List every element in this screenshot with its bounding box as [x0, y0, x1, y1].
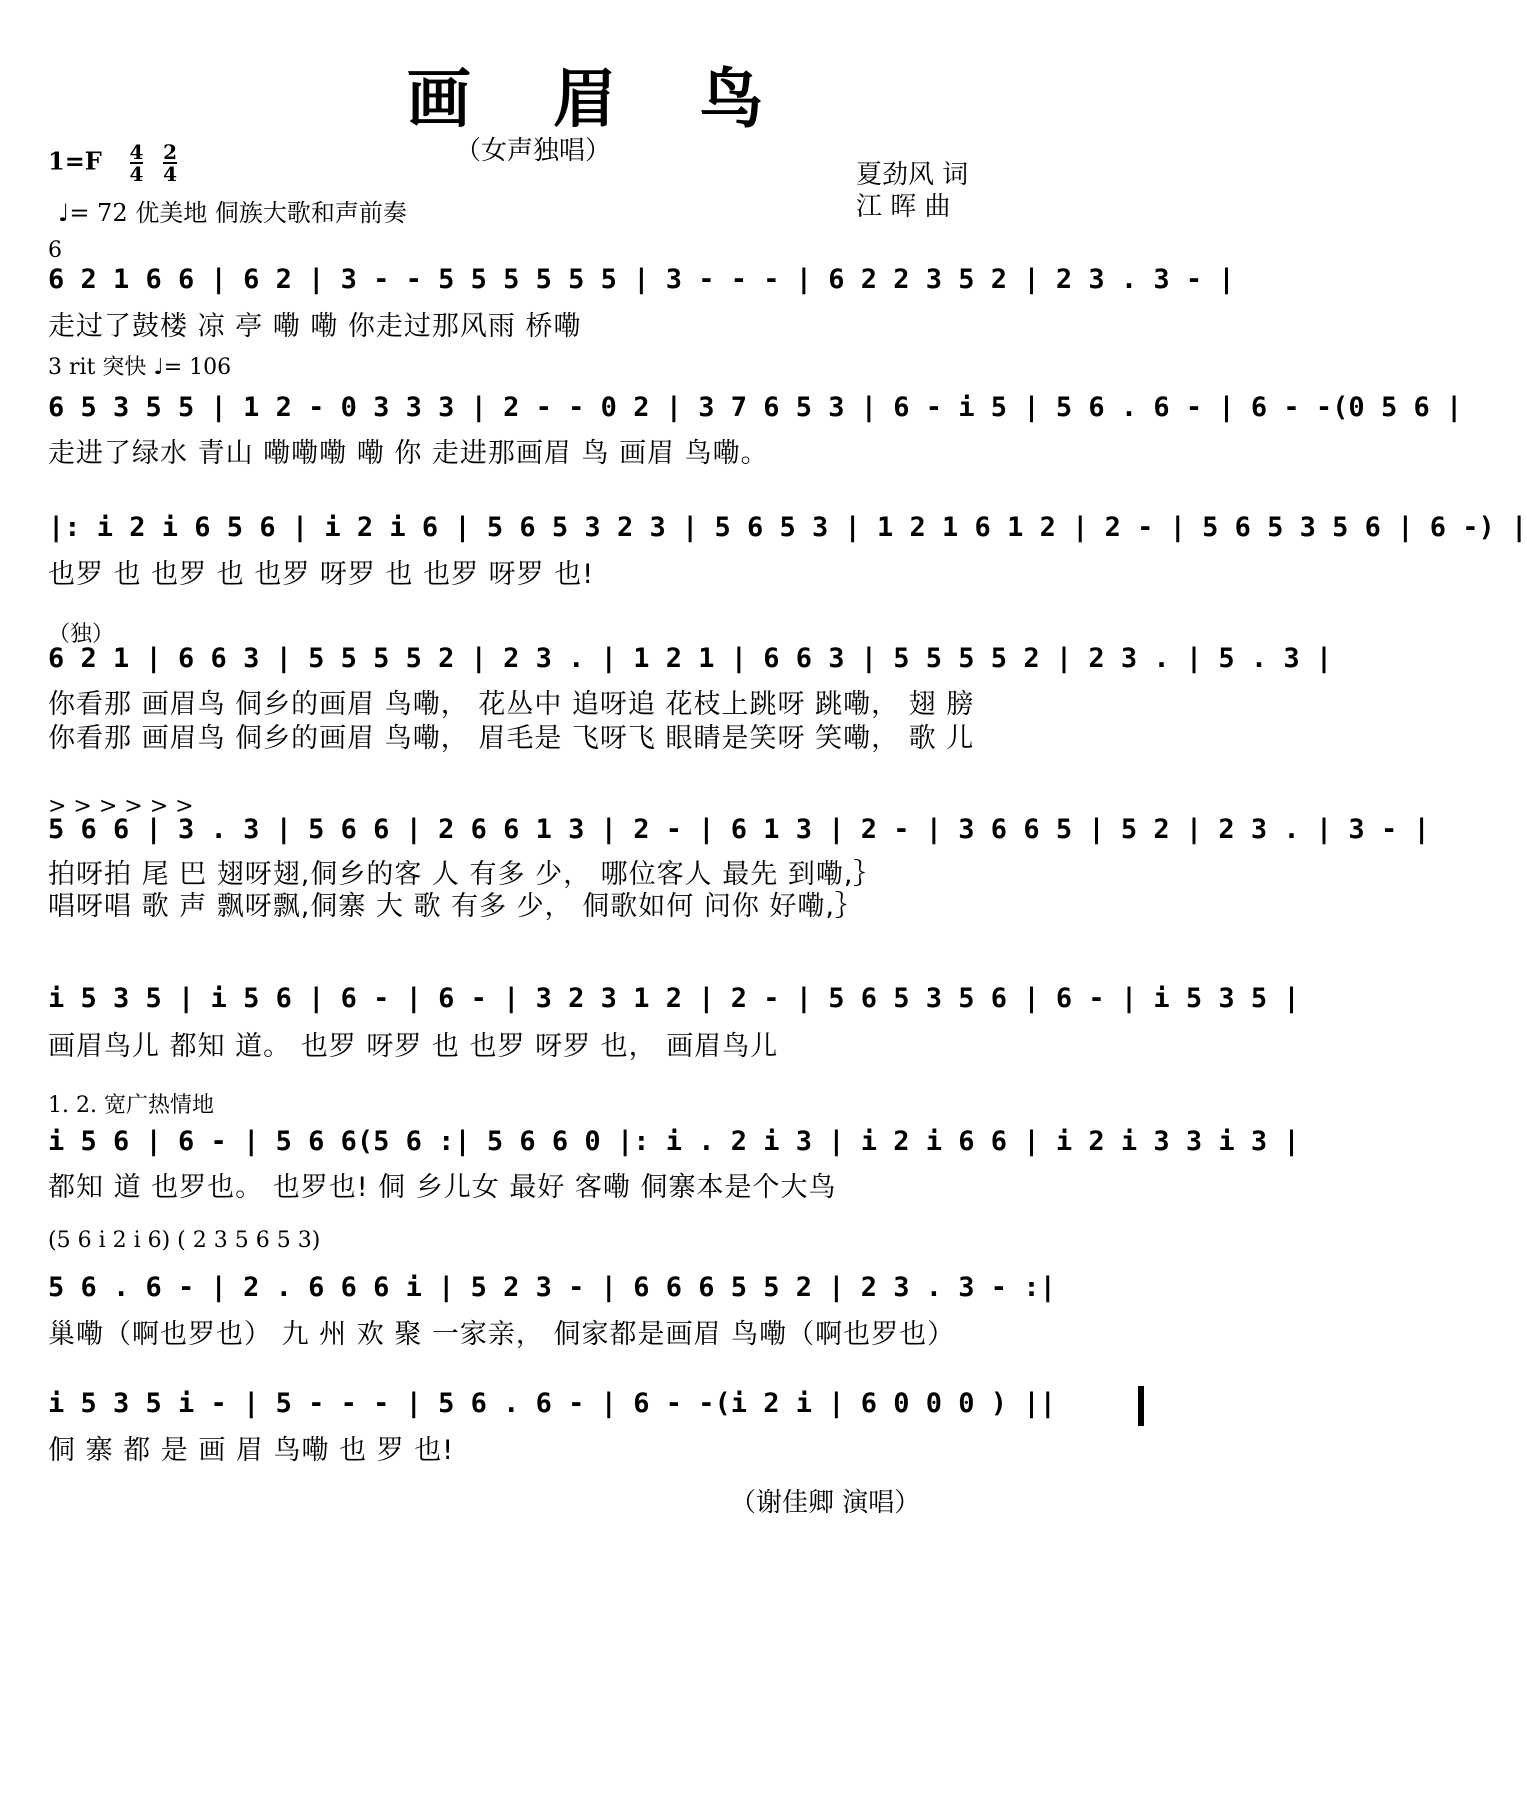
line-4-lyrics-verse-2: 你看那 画眉鸟 侗乡的画眉 鸟嘞， 眉毛是 飞呀飞 眼睛是笑呀 笑嘞， 歌 儿 — [48, 723, 975, 754]
time-signature-4-4 — [130, 142, 144, 184]
time-sig-2-top: 2 — [163, 140, 177, 164]
line-8-notes: 5 6 . 6 - | 2 . 6 6 6 i | 5 2 3 - | 6 6 6 5 5 2 | 2 3 . 3 - :| — [48, 1272, 1056, 1303]
line-4-notes: 6 2 1 | 6 6 3 | 5 5 5 5 2 | 2 3 . | 1 2 1 | 6 6 3 | 5 5 5 5 2 | 2 3 . | 5 . 3 | — [48, 643, 1333, 674]
key-signature: 1=F — [48, 146, 102, 176]
line-1-notes: 6 2 1 6 6 | 6 2 | 3 - - 5 5 5 5 5 5 | 3 - - - | 6 2 2 3 5 2 | 2 3 . 3 - | — [48, 264, 1235, 295]
line-5-staff — [48, 808, 1430, 852]
line-5-lyrics-verse-2: 唱呀唱 歌 声 飘呀飘,侗寨 大 歌 有多 少， 侗歌如何 问你 好嘞,｝ — [48, 891, 863, 922]
line-7-marks: 1. 2. 宽广热情地 — [48, 1093, 214, 1118]
time-sig-2-bottom: 4 — [163, 162, 177, 186]
line-9-lyrics: 侗 寨 都 是 画 眉 鸟嘞 也 罗 也! — [48, 1435, 455, 1466]
composer-credit: 江 晖 曲 — [856, 192, 951, 222]
line-3-lyrics: 也罗 也 也罗 也 也罗 呀罗 也 也罗 呀罗 也! — [48, 559, 595, 590]
line-4-staff — [48, 637, 1333, 681]
final-barline — [1138, 1386, 1144, 1426]
time-sig-1-top: 4 — [129, 140, 144, 164]
time-sig-1-bottom: 4 — [129, 162, 144, 186]
key-signature-block — [48, 142, 183, 184]
song-subtitle: （女声独唱） — [455, 136, 612, 166]
line-9-staff — [48, 1382, 1148, 1426]
line-5-marks: > > > > > > — [48, 794, 194, 819]
tempo-marking: ♩= 72 优美地 侗族大歌和声前奏 — [58, 199, 407, 227]
performer-credit: （谢佳卿 演唱） — [730, 1488, 921, 1518]
line-2-lyrics: 走进了绿水 青山 嘞嘞嘞 嘞 你 走进那画眉 鸟 画眉 鸟嘞。 — [48, 438, 769, 469]
line-5-notes: 5 6 6 | 3 . 3 | 5 6 6 | 2 6 6 1 3 | 2 - | 6 1 3 | 2 - | 3 6 6 5 | 5 2 | 2 3 . | 3 - | — [48, 814, 1430, 845]
line-3-notes: |: i 2 i 6 5 6 | i 2 i 6 | 5 6 5 3 2 3 | 5 6 5 3 | 1 2 1 6 1 2 | 2 - | 5 6 5 3 5 6 | 6 -) | — [48, 512, 1527, 543]
line-7-notes: i 5 6 | 6 - | 5 6 6(5 6 :| 5 6 6 0 |: i . 2 i 3 | i 2 i 6 6 | i 2 i 3 3 i 3 | — [48, 1126, 1300, 1157]
line-9-notes: i 5 3 5 i - | 5 - - - | 5 6 . 6 - | 6 - -(i 2 i | 6 0 0 0 ) || — [48, 1388, 1056, 1419]
line-7-lyrics: 都知 道 也罗也。 也罗也! 侗 乡儿女 最好 客嘞 侗寨本是个大鸟 — [48, 1172, 837, 1203]
line-1-marks: 6 — [48, 238, 62, 263]
line-2-notes: 6 5 3 5 5 | 1 2 - 0 3 3 3 | 2 - - 0 2 | 3 7 6 5 3 | 6 - i 5 | 5 6 . 6 - | 6 - -(0 5 6 | — [48, 392, 1463, 423]
line-2-marks: 3 rit 突快 ♩= 106 — [48, 355, 232, 380]
line-4-lyrics-verse-1: 你看那 画眉鸟 侗乡的画眉 鸟嘞， 花丛中 追呀追 花枝上跳呀 跳嘞， 翅 膀 — [48, 689, 975, 720]
lyricist-credit: 夏劲风 词 — [856, 160, 969, 190]
line-3-staff — [48, 506, 1527, 550]
line-7-staff — [48, 1120, 1300, 1164]
line-6-staff — [48, 977, 1300, 1021]
line-5-lyrics-verse-1: 拍呀拍 尾 巴 翅呀翅,侗乡的客 人 有多 少， 哪位客人 最先 到嘞,｝ — [48, 859, 882, 890]
line-1-staff — [48, 258, 1235, 302]
time-signature-2-4 — [163, 142, 177, 184]
line-8-staff — [48, 1266, 1148, 1310]
line-2-staff — [48, 386, 1463, 430]
line-6-lyrics: 画眉鸟儿 都知 道。 也罗 呀罗 也 也罗 呀罗 也， 画眉鸟儿 — [48, 1031, 779, 1062]
line-8-marks: (5 6 i 2 i 6) ( 2 3 5 6 5 3) — [48, 1228, 321, 1253]
line-1-lyrics: 走过了鼓楼 凉 亭 嘞 嘞 你走过那风雨 桥嘞 — [48, 311, 582, 342]
line-4-marks: （独） — [48, 622, 115, 647]
line-6-notes: i 5 3 5 | i 5 6 | 6 - | 6 - | 3 2 3 1 2 | 2 - | 5 6 5 3 5 6 | 6 - | i 5 3 5 | — [48, 983, 1300, 1014]
line-8-lyrics: 巢嘞（啊也罗也） 九 州 欢 聚 一家亲， 侗家都是画眉 鸟嘞（啊也罗也） — [48, 1319, 956, 1350]
song-title: 画 眉 鸟 — [406, 63, 794, 137]
